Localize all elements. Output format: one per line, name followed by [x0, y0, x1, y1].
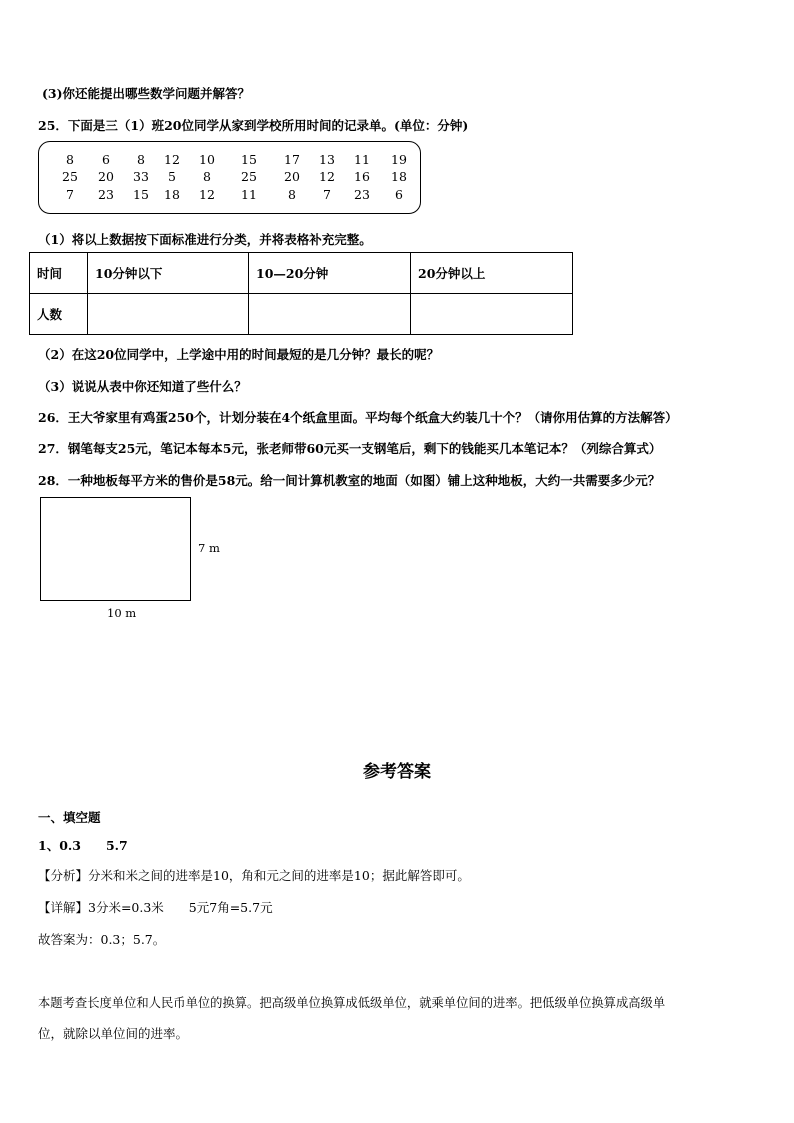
record-value: 7 — [66, 187, 74, 202]
q25-sub3: （3）说说从表中你还知道了些什么？ — [38, 379, 247, 394]
record-value: 8 — [66, 152, 74, 167]
record-value: 6 — [395, 187, 403, 202]
table-header-cell: 10分钟以下 — [88, 253, 249, 294]
record-row — [39, 169, 420, 185]
answers-section: 一、填空题 — [38, 810, 101, 825]
table-blank-cell — [411, 294, 573, 335]
record-value: 23 — [354, 187, 370, 202]
width-label: 10 m — [107, 606, 137, 620]
record-value: 12 — [319, 169, 335, 184]
record-value: 15 — [133, 187, 149, 202]
record-value: 8 — [288, 187, 296, 202]
table-header-cell: 时间 — [30, 253, 88, 294]
q27-text: 27．钢笔每支25元，笔记本每本5元，张老师带60元买一支钢笔后，剩下的钱能买几本笔记本？（列综合算式） — [38, 441, 662, 456]
answer-1: 1、0.3 5.7 — [38, 838, 128, 853]
record-value: 33 — [133, 169, 149, 184]
q25-sub1: （1）将以上数据按下面标准进行分类，并将表格补充完整。 — [38, 232, 372, 247]
record-value: 18 — [164, 187, 180, 202]
classroom-floor-rectangle — [40, 497, 191, 601]
record-value: 19 — [391, 152, 407, 167]
record-value: 12 — [164, 152, 180, 167]
record-value: 10 — [199, 152, 215, 167]
record-value: 8 — [203, 169, 211, 184]
record-value: 8 — [137, 152, 145, 167]
table-header-cell: 20分钟以上 — [411, 253, 573, 294]
q26-text: 26．王大爷家里有鸡蛋250个，计划分装在4个纸盒里面。平均每个纸盒大约装几十个？（请你用估算的方法解答） — [38, 410, 678, 425]
answer-conclusion: 故答案为：0.3；5.7。 — [38, 932, 166, 947]
record-row — [39, 187, 420, 203]
record-value: 5 — [168, 169, 176, 184]
table-row — [30, 294, 573, 335]
answer-remark-line1: 本题考查长度单位和人民币单位的换算。把高级单位换算成低级单位，就乘单位间的进率。把低级单位换算成高级单 — [38, 996, 666, 1010]
record-value: 25 — [62, 169, 78, 184]
answer-remark-line2: 位，就除以单位间的进率。 — [38, 1026, 189, 1041]
record-value: 18 — [391, 169, 407, 184]
q25-title: 25．下面是三（1）班20位同学从家到学校所用时间的记录单。(单位：分钟) — [38, 118, 469, 133]
q24-sub3: (3)你还能提出哪些数学问题并解答？ — [42, 86, 251, 101]
record-value: 20 — [98, 169, 114, 184]
record-value: 17 — [284, 152, 300, 167]
answers-title: 参考答案 — [363, 762, 431, 782]
record-row — [39, 152, 420, 168]
record-value: 11 — [354, 152, 370, 167]
q25-sub2: （2）在这20位同学中，上学途中用的时间最短的是几分钟？最长的呢？ — [38, 347, 440, 362]
record-value: 25 — [241, 169, 257, 184]
record-value: 15 — [241, 152, 257, 167]
record-value: 20 — [284, 169, 300, 184]
answer-analysis: 【分析】分米和米之间的进率是10，角和元之间的进率是10；据此解答即可。 — [38, 868, 470, 883]
record-value: 11 — [241, 187, 257, 202]
record-value: 23 — [98, 187, 114, 202]
record-value: 12 — [199, 187, 215, 202]
q28-text: 28．一种地板每平方米的售价是58元。给一间计算机教室的地面（如图）铺上这种地板，大约一共需要多少元？ — [38, 473, 661, 488]
record-value: 7 — [323, 187, 331, 202]
record-value: 6 — [102, 152, 110, 167]
record-value: 16 — [354, 169, 370, 184]
table-blank-cell — [88, 294, 249, 335]
answer-detail: 【详解】3分米=0.3米 5元7角=5.7元 — [38, 900, 273, 915]
table-blank-cell — [249, 294, 411, 335]
classification-table — [29, 252, 573, 335]
table-header-cell: 10—20分钟 — [249, 253, 411, 294]
table-row — [30, 253, 573, 294]
height-label: 7 m — [198, 541, 220, 555]
records-box — [38, 141, 421, 214]
record-value: 13 — [319, 152, 335, 167]
table-row-label: 人数 — [30, 294, 88, 335]
